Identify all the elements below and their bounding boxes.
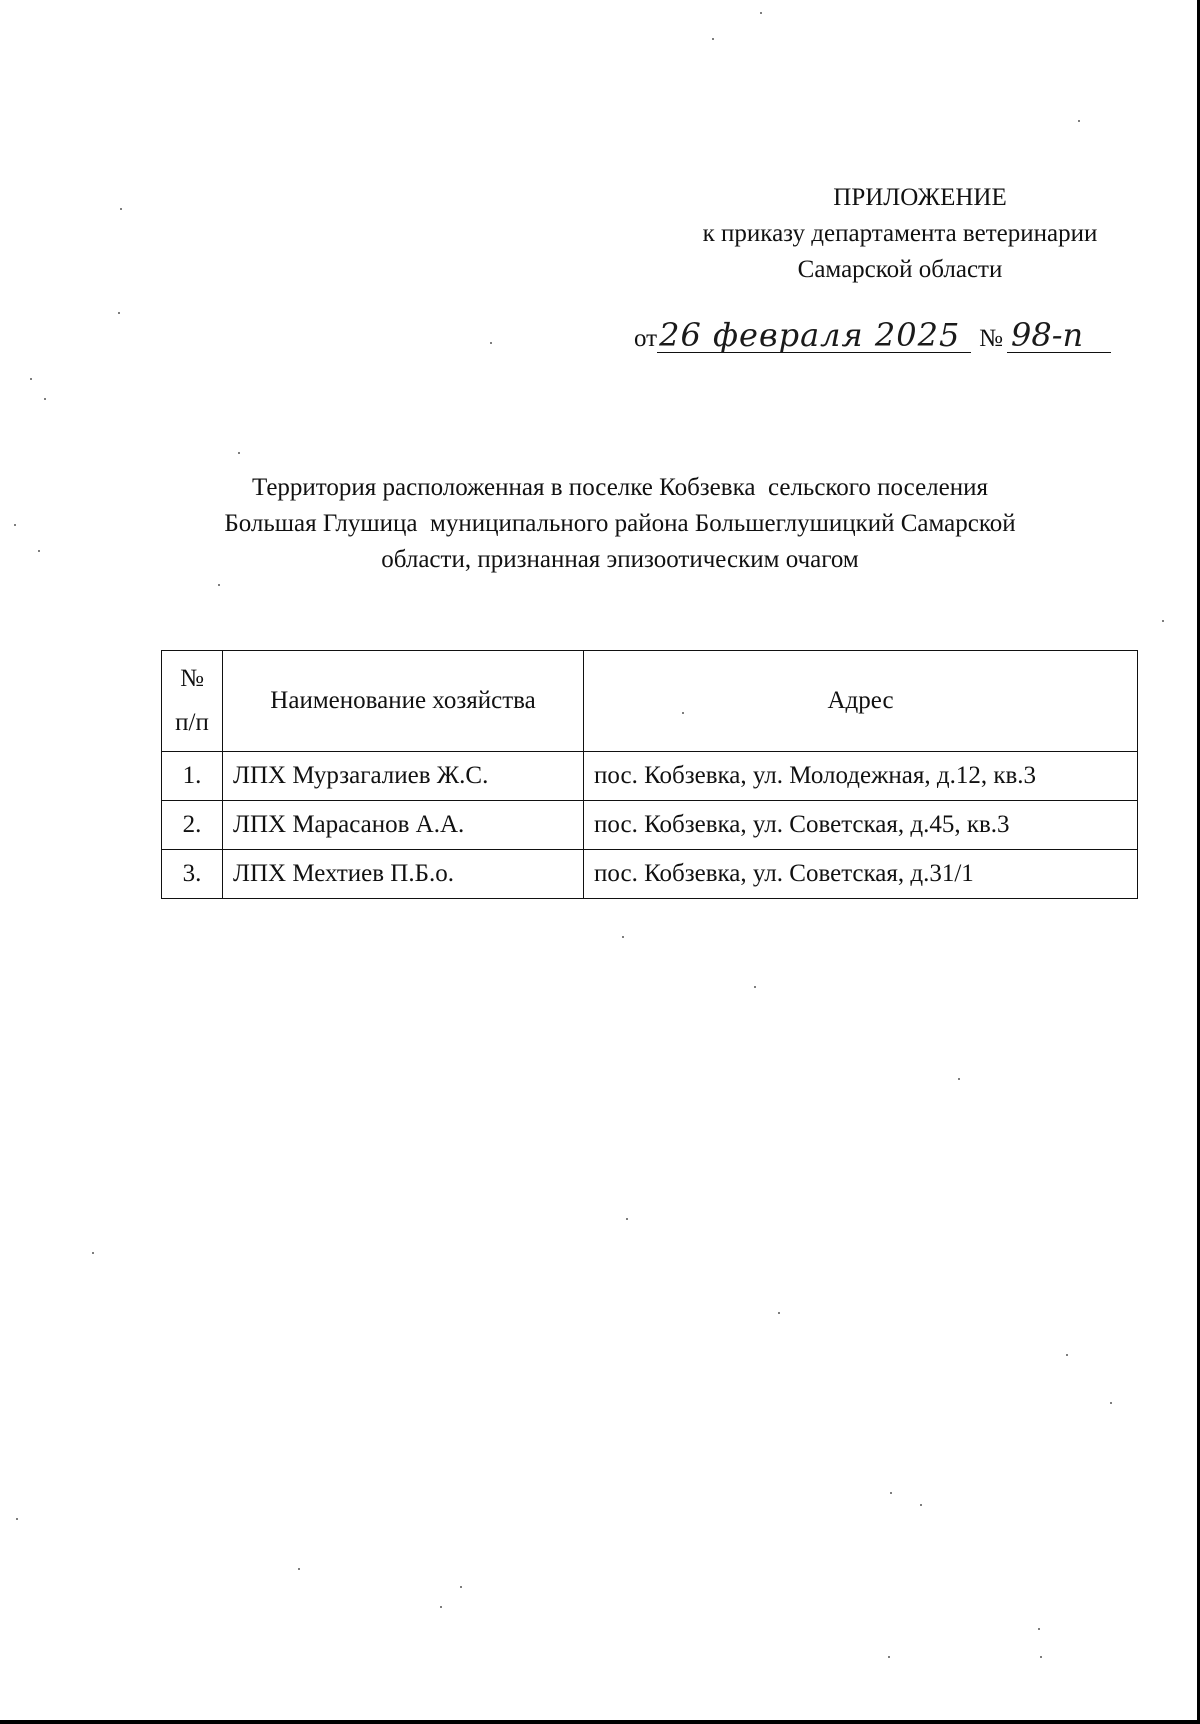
row-number: 2. [162, 801, 223, 850]
row-address: пос. Кобзевка, ул. Советская, д.31/1 [584, 850, 1138, 899]
row-number: 1. [162, 752, 223, 801]
order-date-handwritten: 26 февраля 2025 [657, 318, 971, 353]
row-farm-name: ЛПХ Мехтиев П.Б.о. [223, 850, 584, 899]
order-date-number [634, 318, 1111, 353]
row-farm-name: ЛПХ Мурзагалиев Ж.С. [223, 752, 584, 801]
row-address: пос. Кобзевка, ул. Молодежная, д.12, кв.3 [584, 752, 1138, 801]
heading-line-3: области, признанная эпизоотическим очагом [381, 546, 859, 573]
row-farm-name: ЛПХ Марасанов А.А. [223, 801, 584, 850]
header-number-pp: п/п [175, 709, 209, 736]
order-number-handwritten: 98-п [1007, 318, 1111, 353]
header-number [162, 651, 223, 752]
header-farm-name: Наименование хозяйства [223, 651, 584, 752]
header-number-symbol: № [180, 665, 204, 692]
scan-edge-bottom [0, 1720, 1200, 1724]
appendix-region: Самарской области [797, 256, 1003, 283]
table-row [162, 850, 1138, 899]
heading-line-2: Большая Глушица муниципального района Большеглушицкий Самарской [224, 510, 1016, 537]
order-number-label: № [979, 325, 1003, 352]
appendix-header [620, 180, 1180, 288]
row-address: пос. Кобзевка, ул. Советская, д.45, кв.3 [584, 801, 1138, 850]
heading-line-1: Территория расположенная в поселке Кобзевка сельского поселения [252, 474, 988, 501]
order-from-label: от [634, 325, 658, 352]
table-row [162, 752, 1138, 801]
row-number: 3. [162, 850, 223, 899]
table-header-row [162, 651, 1138, 752]
header-address: Адрес [584, 651, 1138, 752]
table-row [162, 801, 1138, 850]
appendix-title: ПРИЛОЖЕНИЕ [833, 184, 1007, 211]
appendix-order-ref: к приказу департамента ветеринарии [702, 220, 1098, 247]
farms-table [161, 650, 1138, 899]
document-heading [140, 470, 1100, 578]
